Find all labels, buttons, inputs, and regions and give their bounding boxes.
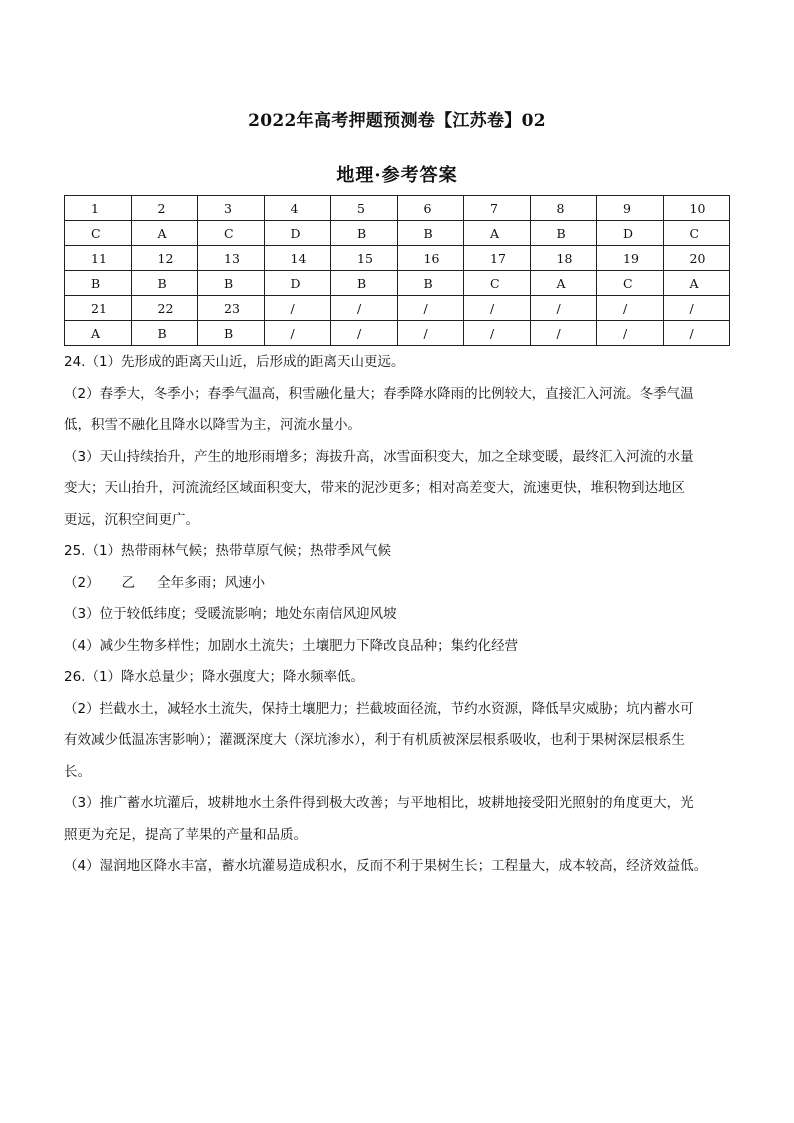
table-cell: 3 xyxy=(198,196,265,221)
answer-24-1: 24.（1）先形成的距离天山近，后形成的距离天山更远。 xyxy=(64,354,405,370)
table-cell: 15 xyxy=(331,246,398,271)
table-cell: / xyxy=(464,296,531,321)
table-cell: 11 xyxy=(65,246,132,271)
table-cell: 12 xyxy=(131,246,198,271)
table-cell: / xyxy=(597,321,664,346)
table-cell: / xyxy=(264,321,331,346)
table-cell: / xyxy=(331,321,398,346)
table-row xyxy=(65,246,730,271)
table-cell: 1 xyxy=(65,196,132,221)
table-cell: A xyxy=(131,221,198,246)
table-cell: 10 xyxy=(663,196,730,221)
answer-26-4: （4）湿润地区降水丰富，蓄水坑灌易造成积水，反而不利于果树生长；工程量大，成本较高，经济效益低。 xyxy=(64,858,708,874)
table-cell: / xyxy=(397,296,464,321)
table-cell: D xyxy=(597,221,664,246)
table-cell: / xyxy=(264,296,331,321)
table-cell: / xyxy=(663,321,730,346)
table-cell: 2 xyxy=(131,196,198,221)
table-row xyxy=(65,271,730,296)
answer-25-2-choice: 乙 xyxy=(121,574,136,591)
table-cell: B xyxy=(331,271,398,296)
table-cell: C xyxy=(464,271,531,296)
table-cell: C xyxy=(198,221,265,246)
answer-26-2-line2: 有效减少低温冻害影响）；灌溉深度大（深坑渗水），利于有机质被深层根系吸收，也利于果树深层根系生 xyxy=(64,732,685,748)
answer-24-2-line1: （2）春季大，冬季小；春季气温高，积雪融化量大；春季降水降雨的比例较大，直接汇入河流。冬季气温 xyxy=(64,385,694,402)
table-cell: / xyxy=(331,296,398,321)
table-cell: B xyxy=(397,271,464,296)
document-subtitle: 地理·参考答案 xyxy=(336,165,458,186)
answer-26-3-line2: 照更为充足，提高了苹果的产量和品质。 xyxy=(64,826,307,843)
table-row xyxy=(65,321,730,346)
table-cell: 9 xyxy=(597,196,664,221)
table-cell: 13 xyxy=(198,246,265,271)
table-cell: / xyxy=(530,296,597,321)
document-title: 2022年高考押题预测卷【江苏卷】02 xyxy=(248,111,546,131)
table-cell: B xyxy=(397,221,464,246)
table-row xyxy=(65,296,730,321)
answer-25-4: （4）减少生物多样性；加剧水土流失；土壤肥力下降改良品种；集约化经营 xyxy=(64,637,519,654)
table-cell: B xyxy=(131,321,198,346)
table-cell: 23 xyxy=(198,296,265,321)
answer-25-2-text: 全年多雨；风速小 xyxy=(157,574,266,591)
table-cell: 17 xyxy=(464,246,531,271)
answer-26-3-line1: （3）推广蓄水坑灌后，坡耕地水土条件得到极大改善；与平地相比，坡耕地接受阳光照射的角度更大，光 xyxy=(64,795,694,811)
table-cell: / xyxy=(397,321,464,346)
table-cell: 22 xyxy=(131,296,198,321)
table-cell: A xyxy=(464,221,531,246)
table-cell: 16 xyxy=(397,246,464,271)
table-cell: A xyxy=(663,271,730,296)
table-cell: A xyxy=(65,321,132,346)
table-cell: 18 xyxy=(530,246,597,271)
table-cell: 5 xyxy=(331,196,398,221)
table-cell: B xyxy=(198,271,265,296)
table-cell: C xyxy=(597,271,664,296)
table-cell: 20 xyxy=(663,246,730,271)
table-cell: 4 xyxy=(264,196,331,221)
answer-key-table xyxy=(64,195,730,346)
table-cell: B xyxy=(65,271,132,296)
table-cell: C xyxy=(65,221,132,246)
table-cell: D xyxy=(264,221,331,246)
answer-24-3-line3: 更远，沉积空间更广。 xyxy=(64,511,199,528)
table-cell: 8 xyxy=(530,196,597,221)
table-cell: D xyxy=(264,271,331,296)
table-cell: 14 xyxy=(264,246,331,271)
table-cell: B xyxy=(331,221,398,246)
table-cell: 21 xyxy=(65,296,132,321)
answer-25-3: （3）位于较低纬度；受暖流影响；地处东南信风迎风坡 xyxy=(64,606,397,622)
table-cell: 7 xyxy=(464,196,531,221)
answer-24-3-line1: （3）天山持续抬升，产生的地形雨增多；海拔升高，冰雪面积变大，加之全球变暖，最终汇入河流的水量 xyxy=(64,448,694,465)
answer-26-1: 26.（1）降水总量少；降水强度大；降水频率低。 xyxy=(64,669,365,685)
answer-26-2-line3: 长。 xyxy=(64,763,91,780)
answer-26-2-line1: （2）拦截水土，减轻水土流失，保持土壤肥力；拦截坡面径流，节约水资源，降低旱灾威胁；坑内蓄水可 xyxy=(64,700,694,717)
answer-25-1: 25.（1）热带雨林气候；热带草原气候；热带季风气候 xyxy=(64,543,392,559)
table-cell: C xyxy=(663,221,730,246)
table-cell: / xyxy=(464,321,531,346)
table-cell: 6 xyxy=(397,196,464,221)
table-row xyxy=(65,221,730,246)
table-row xyxy=(65,196,730,221)
answer-25-2 xyxy=(64,568,744,600)
table-cell: B xyxy=(198,321,265,346)
answer-25-2-label: （2） xyxy=(64,574,100,591)
table-cell: 19 xyxy=(597,246,664,271)
answer-24-3-line2: 变大；天山抬升，河流流经区域面积变大，带来的泥沙更多；相对高差变大，流速更快，堆积物到达地区 xyxy=(64,480,685,496)
answer-explanations xyxy=(64,347,744,883)
answer-24-2-line2: 低，积雪不融化且降水以降雪为主，河流水量小。 xyxy=(64,417,361,433)
table-cell: / xyxy=(530,321,597,346)
table-cell: A xyxy=(530,271,597,296)
table-cell: / xyxy=(663,296,730,321)
table-cell: / xyxy=(597,296,664,321)
table-cell: B xyxy=(131,271,198,296)
table-cell: B xyxy=(530,221,597,246)
